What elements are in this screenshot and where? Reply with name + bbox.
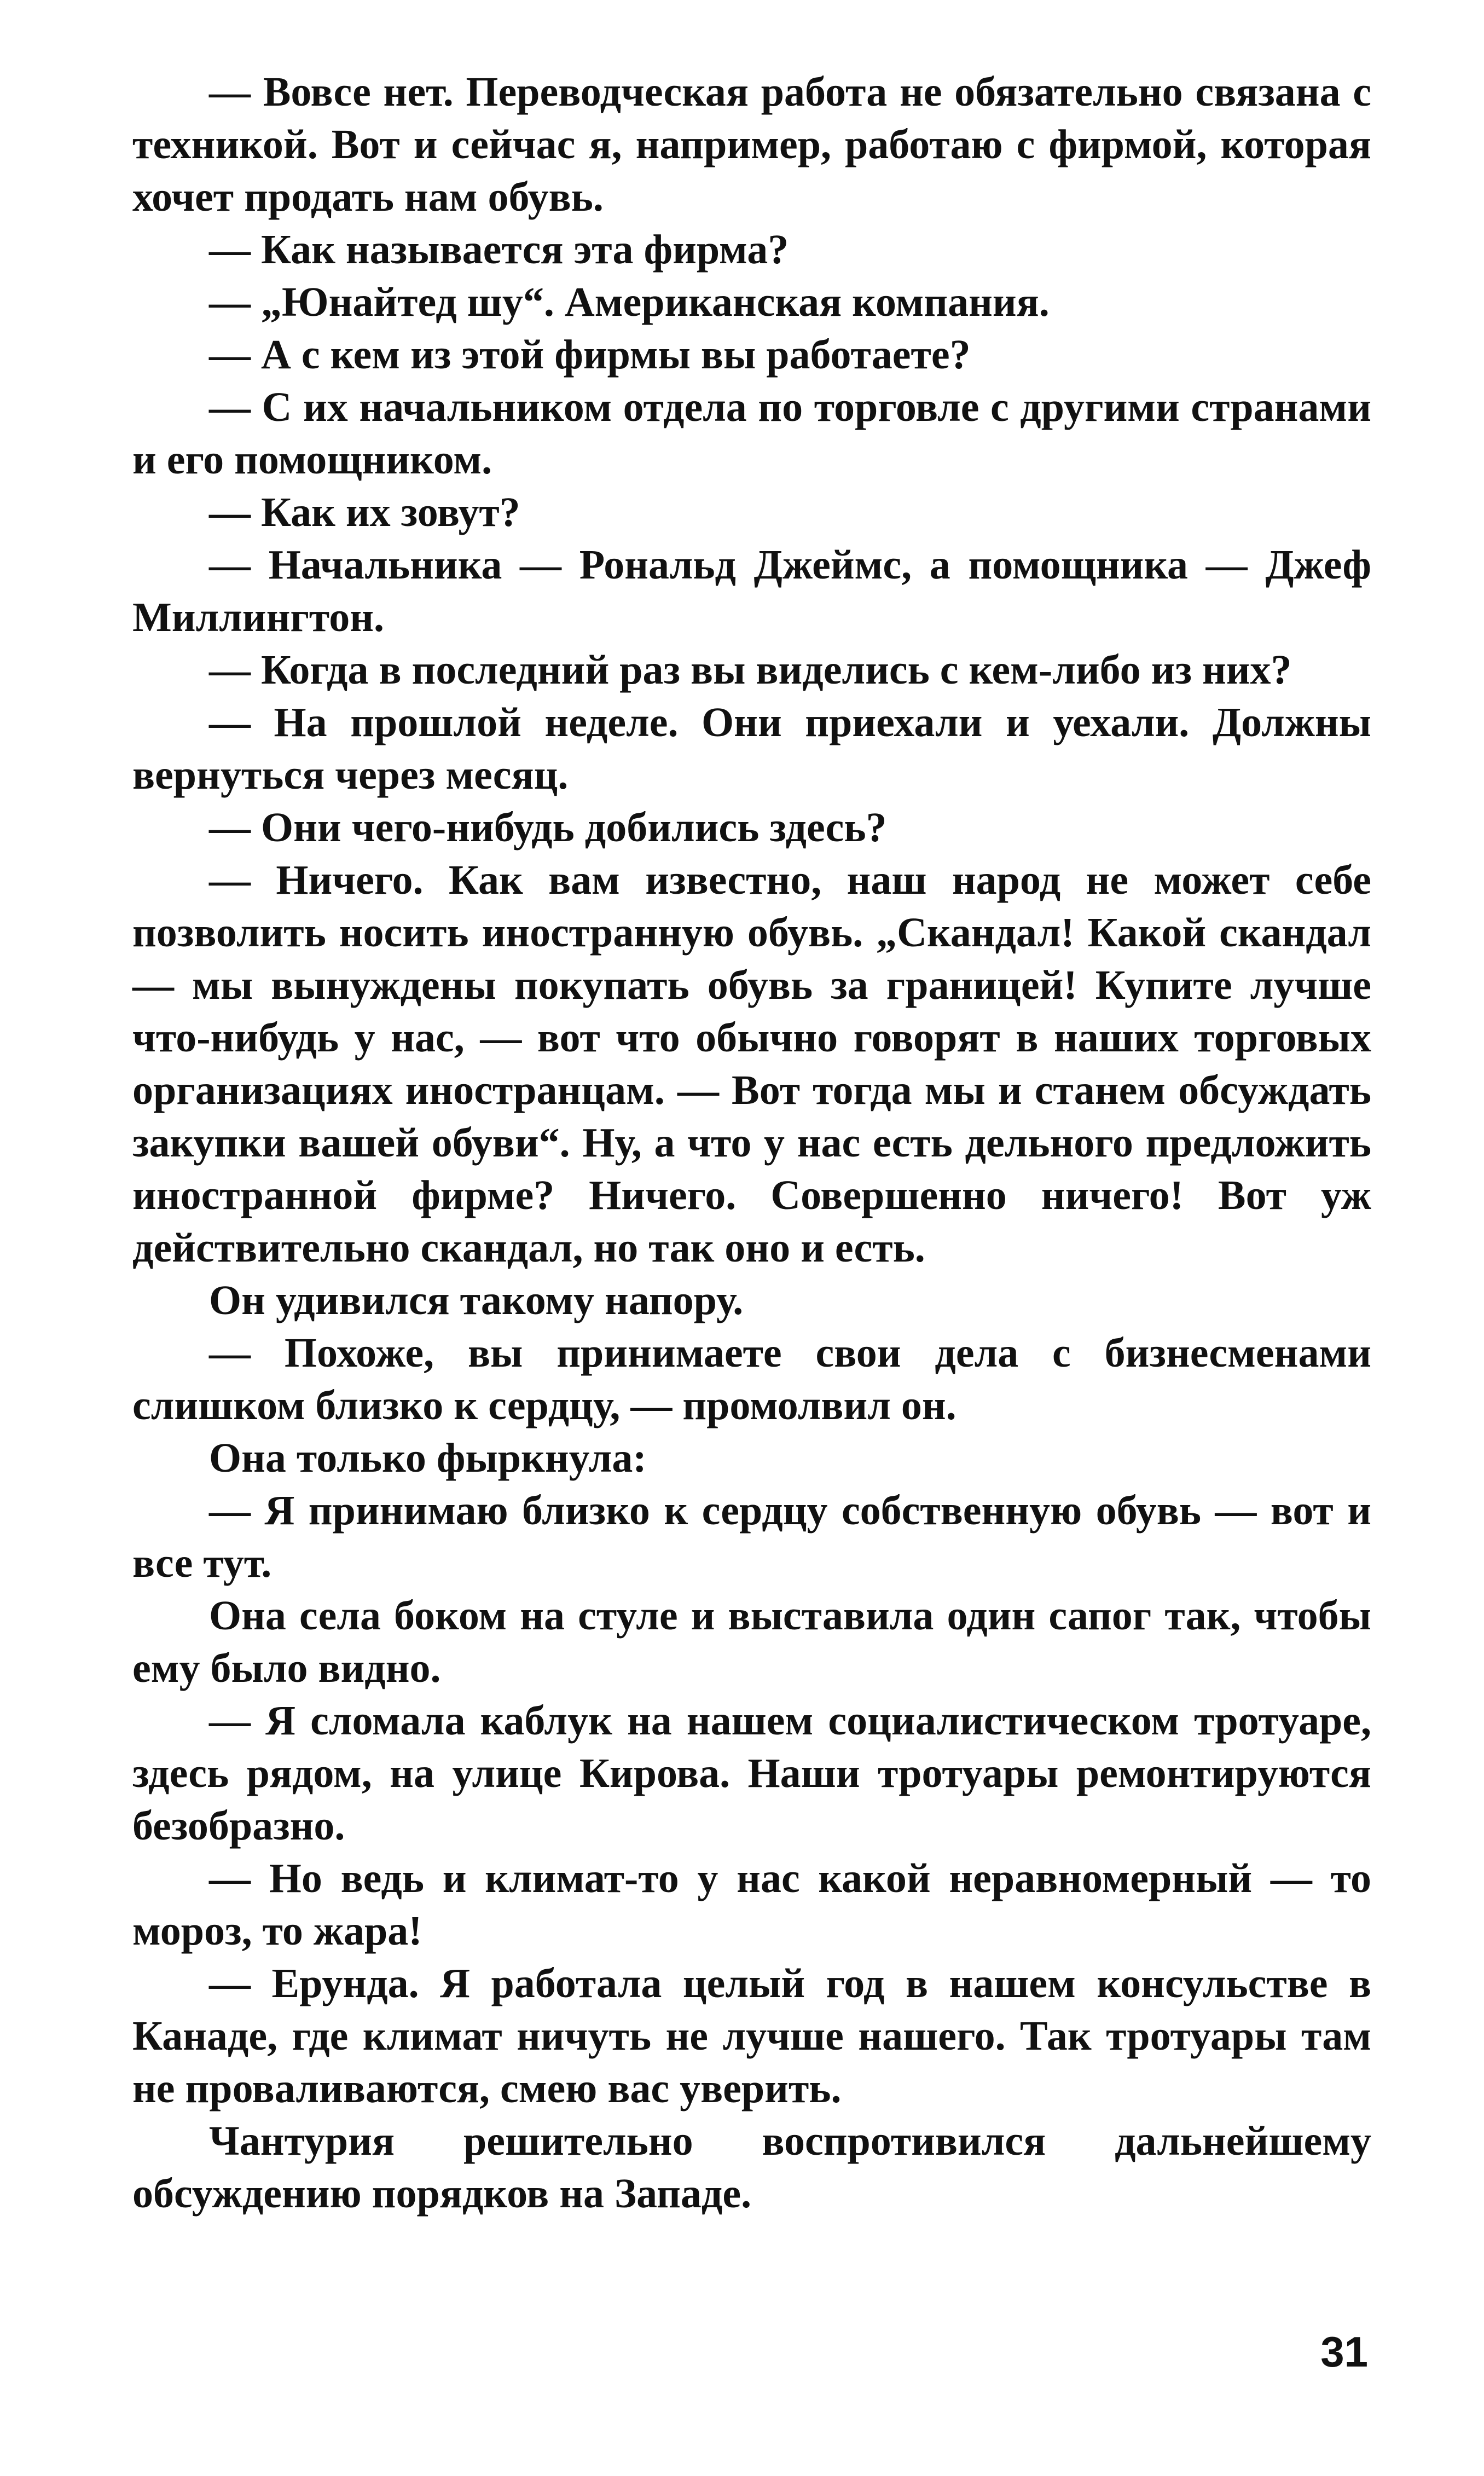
paragraph: — Как называется эта фирма? — [209, 227, 789, 273]
paragraph: Чантурия решительно воспротивился дальнейшему обсуждению порядков на Западе. — [132, 2118, 1371, 2217]
paragraph: — Я сломала каблук на нашем социалистическом тротуаре, здесь рядом, на улице Кирова. Наши тротуары ремонтируются безобразно. — [132, 1698, 1371, 1849]
paragraph: — Похоже, вы принимаете свои дела с бизнесменами слишком близко к сердцу, — промолвил он. — [132, 1330, 1371, 1428]
paragraph: — Я принимаю близко к сердцу собственную обувь — вот и все тут. — [132, 1488, 1371, 1586]
paragraph: — А с кем из этой фирмы вы работаете? — [209, 332, 971, 378]
paragraph: — Вовсе нет. Переводческая работа не обязательно связана с техникой. Вот и сейчас я, например, работаю с фирмой, которая хочет продать нам обувь. — [132, 69, 1371, 220]
paragraph: Он удивился такому напору. — [209, 1277, 744, 1323]
paragraph: — Начальника — Рональд Джеймс, а помощника — Джеф Миллингтон. — [132, 542, 1371, 640]
paragraph: — Ерунда. Я работала целый год в нашем консульстве в Канаде, где климат ничуть не лучше нашего. Так тротуары там не проваливаются, смею вас уверить. — [132, 1960, 1371, 2111]
page-number: 31 — [1320, 2328, 1368, 2376]
paragraph: — Ничего. Как вам известно, наш народ не может себе позволить носить иностранную обувь. „Скандал! Какой скандал — мы вынуждены покупать обувь за границей! Купите лучше что-нибудь у нас, — вот что обычно говорят в наших торговых организациях иностранцам. — Вот тогда мы и станем обсуждать закупки вашей обуви“. Ну, а что у нас есть дельного предложить иностранной фирме? Ничего. Совершенно ничего! Вот уж действительно скандал, но так оно и есть. — [132, 857, 1371, 1271]
paragraph: — Они чего-нибудь добились здесь? — [209, 805, 887, 851]
paragraph: — На прошлой неделе. Они приехали и уехали. Должны вернуться через месяц. — [132, 699, 1371, 798]
paragraph: — С их начальником отдела по торговле с другими странами и его помощником. — [132, 384, 1371, 483]
paragraph: — „Юнайтед шу“. Американская компания. — [209, 279, 1050, 325]
paragraph: Она только фыркнула: — [209, 1435, 647, 1481]
paragraph: — Как их зовут? — [209, 489, 520, 535]
book-page-text — [132, 66, 1371, 2220]
paragraph: — Когда в последний раз вы виделись с кем-либо из них? — [209, 647, 1292, 693]
paragraph: — Но ведь и климат-то у нас какой неравномерный — то мороз, то жара! — [132, 1855, 1371, 1954]
paragraph: Она села боком на стуле и выставила один сапог так, чтобы ему было видно. — [132, 1593, 1371, 1691]
